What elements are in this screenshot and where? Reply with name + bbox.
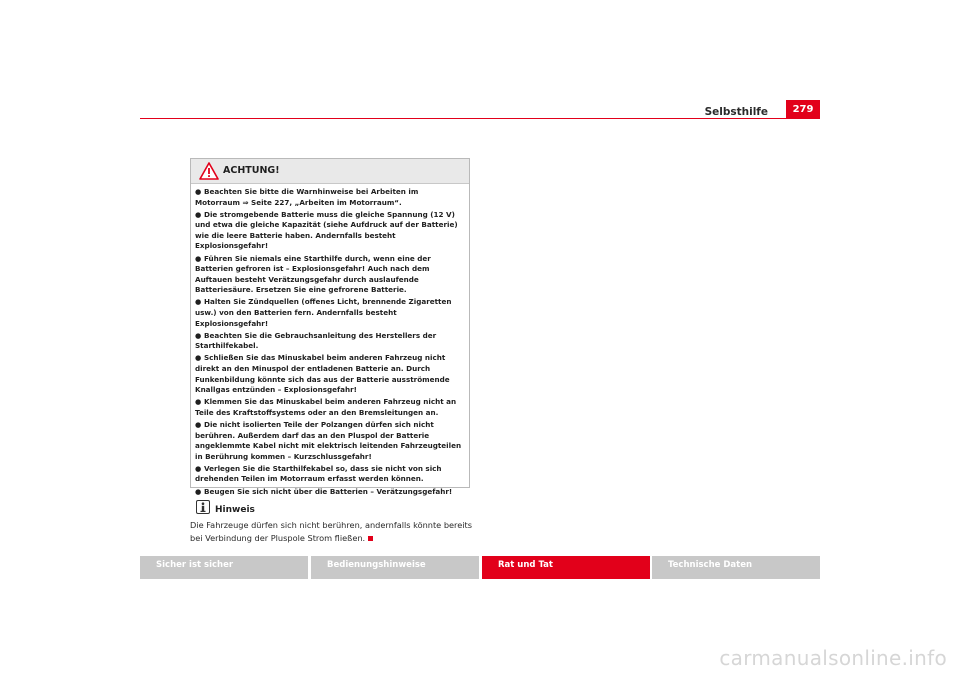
tab-rat-und-tat[interactable]: Rat und Tat [482,556,650,579]
warning-header [191,159,469,184]
footer-nav [140,556,820,579]
note-title: Hinweis [215,505,255,515]
bullet-icon: ● [195,463,202,473]
warning-title: ACHTUNG! [223,165,280,176]
warning-item: ● Klemmen Sie das Minuskabel beim anderen Fahrzeug nicht an Teile des Kraftstoffsystems oder an den Bremsleitungen an. [195,397,457,417]
warning-item: ● Führen Sie niemals eine Starthilfe durch, wenn eine der Batterien gefroren ist – Explosionsgefahr! Auch nach dem Auftauen besteht Verätzungsgefahr durch auslaufende Batteriesäure. Ersetzen Sie eine gefrorene Batterie. [195,253,431,295]
header-divider [140,118,820,119]
warning-item: ● Die nicht isolierten Teile der Polzangen dürfen sich nicht berühren. Außerdem darf das an den Pluspol der Batterie angeklemmte Kabel nicht mit elektrisch leitenden Fahrzeugteilen in Berührung kommen – Kurzschlussgefahr! [195,419,462,461]
end-of-section-icon [368,536,373,541]
tab-sicher-ist-sicher[interactable]: Sicher ist sicher [140,556,308,579]
tab-bedienungshinweise[interactable]: Bedienungshinweise [311,556,479,579]
warning-box [190,158,470,496]
note-text: Die Fahrzeuge dürfen sich nicht berühren, andernfalls könnte bereits bei Verbindung der Pluspole Strom fließen. [190,520,473,543]
bullet-icon: ● [195,419,202,429]
warning-item: ● Beachten Sie bitte die Warnhinweise bei Arbeiten im Motorraum ⇒ Seite 227, „Arbeiten im Motorraum“. [195,187,419,207]
warning-list [191,184,469,497]
warning-item: ● Beugen Sie sich nicht über die Batterien – Verätzungsgefahr! [195,486,453,496]
bullet-icon: ● [195,253,202,263]
warning-item: ● Beachten Sie die Gebrauchsanleitung des Herstellers der Starthilfekabel. [195,330,437,351]
bullet-icon: ● [195,209,202,219]
warning-item: ● Die stromgebende Batterie muss die gleiche Spannung (12 V) und etwa die gleiche Kapazität (siehe Aufdruck auf der Batterie) wie die leere Batterie haben. Andernfalls besteht Explosionsgefahr! [195,209,458,251]
warning-item: ● Verlegen Sie die Starthilfekabel so, dass sie nicht von sich drehenden Teilen im Motorraum erfasst werden können. [195,463,442,484]
section-title: Selbsthilfe [704,106,768,118]
bullet-icon: ● [195,330,202,340]
bullet-icon: ● [195,297,202,307]
warning-item: ● Halten Sie Zündquellen (offenes Licht, brennende Zigaretten usw.) von den Batterien fern. Andernfalls besteht Explosionsgefahr! [195,297,452,328]
bullet-icon: ● [195,187,202,196]
note-info-icon [196,500,210,514]
warning-item: ● Schließen Sie das Minuskabel beim anderen Fahrzeug nicht direkt an den Minuspol der entladenen Batterie an. Durch Funkenbildung könnte sich das aus der Batterie ausströmende Knallgas entzünden – Explosionsgefahr! [195,353,450,395]
page-number-badge: 279 [786,100,820,119]
watermark: carmanualsonline.info [719,646,947,670]
tab-technische-daten[interactable]: Technische Daten [652,556,820,579]
bullet-icon: ● [195,353,202,363]
bullet-icon: ● [195,486,202,496]
warning-triangle-icon [199,162,219,180]
bullet-icon: ● [195,397,202,407]
